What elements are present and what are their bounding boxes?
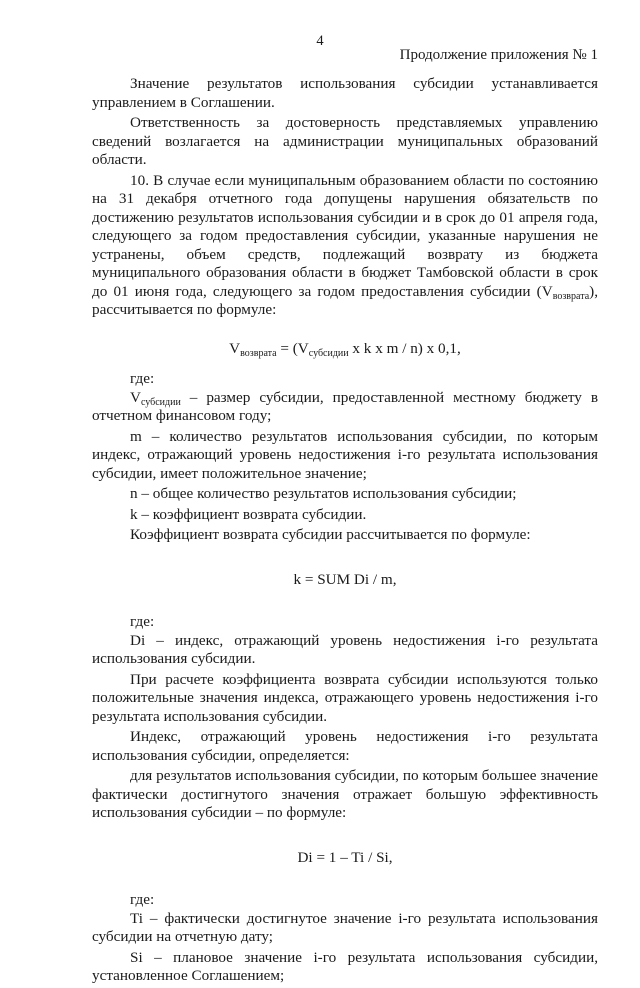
appendix-header: Продолжение приложения № 1 (399, 47, 598, 63)
where-label-1: где: (130, 370, 155, 387)
where-label-2: где: (130, 613, 155, 630)
paragraph-result-value: Значение результатов использования субсидии устанавливается управлением в Соглашении. (92, 75, 598, 111)
definition-m: m – количество результатов использования субсидии, по которым индекс, отражающий уровень недостижения i-го результата использования субсидии, имеет положительное значение; (92, 427, 598, 482)
paragraph-responsibility: Ответственность за достоверность представляемых управлению сведений возлагается на администрации муниципальных образований области. (92, 114, 598, 168)
paragraph-k-formula-intro: Коэффициент возврата субсидии рассчитывается по формуле: (130, 526, 531, 543)
definition-v-subsidy: $V_{субсидии}$ – размер субсидии, предоставленной местному бюджету в отчетном финансовом году; (92, 388, 598, 424)
paragraph-index-definition: Индекс, отражающий уровень недостижения i-го результата использования субсидии, определяется: (92, 728, 598, 764)
definition-si: Si – плановое значение i-го результата использования субсидии, установленное Соглашением; (92, 948, 598, 984)
page-number: 4 (316, 33, 324, 49)
formula-k: k = SUM Di / m, (293, 570, 397, 588)
document-body (92, 75, 598, 988)
paragraph-positive-values: При расчете коэффициента возврата субсидии используются только положительные значения индекса, отражающего уровень недостижения i-го результата использования субсидии. (92, 670, 598, 725)
paragraph-10: 10. В случае если муниципальным образованием области по состоянию на 31 декабря отчетного года допущены нарушения обязательств по достижению результатов использования субсидии и в срок до 01 апреля года, следующего за годом предоставления субсидии, указанные нарушения не устранены, объем средств, подлежащий возврату из бюджета муниципального образования области в бюджет Тамбовской области в срок до 01 июня года, следующего за годом предоставления субсидии $(V_{возврата})$, рассчитывается по формуле: (92, 171, 598, 318)
definition-di: Di – индекс, отражающий уровень недостижения i-го результата использования субсидии. (92, 631, 598, 667)
formula-di: Di = 1 – Ti / Si, (297, 848, 393, 866)
where-label-3: где: (130, 891, 155, 908)
definition-ti: Ti – фактически достигнутое значение i-го результата использования субсидии на отчетную дату; (92, 909, 598, 945)
definition-k: k – коэффициент возврата субсидии. (130, 505, 367, 523)
definition-n: n – общее количество результатов использования субсидии; (130, 485, 517, 502)
formula-v-return: $V_{возврата} = (V_{субсидии}$ x k x m / n) x 0,1, (229, 339, 461, 359)
paragraph-greater-value: для результатов использования субсидии, по которым большее значение фактически достигнутого значения отражает большую эффективность использования субсидии – по формуле: (92, 767, 598, 821)
